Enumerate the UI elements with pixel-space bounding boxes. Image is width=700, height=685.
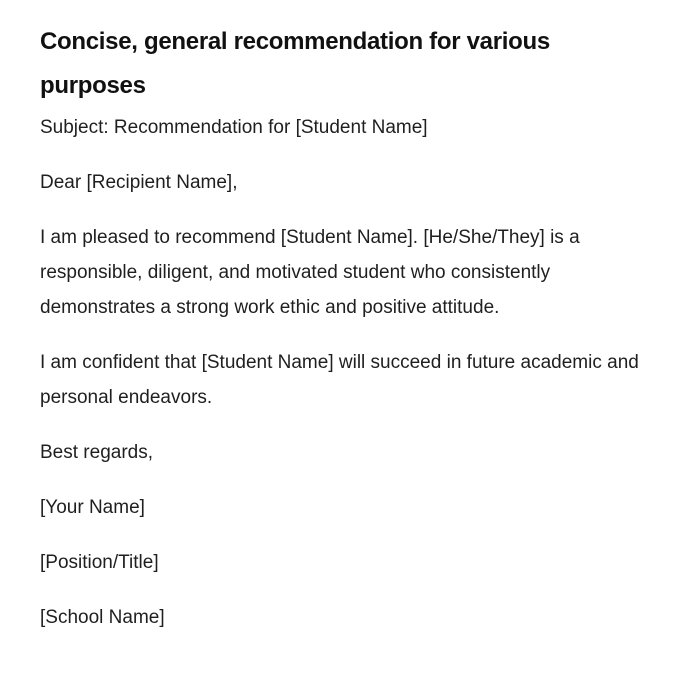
- page-title: Concise, general recommendation for various purposes: [40, 28, 550, 99]
- signature-name: [Your Name]: [40, 497, 145, 518]
- body-paragraph-2: I am confident that [Student Name] will succeed in future academic and personal endeavors.: [40, 352, 639, 408]
- closing: Best regards,: [40, 442, 153, 463]
- subject-line: Subject: Recommendation for [Student Name]: [40, 117, 428, 138]
- letter-document: [40, 0, 650, 635]
- body-paragraph-1: I am pleased to recommend [Student Name]. [He/She/They] is a responsible, diligent, and motivated student who consistently demonstrates a strong work ethic and positive attitude.: [40, 227, 580, 318]
- signature-school: [School Name]: [40, 607, 165, 628]
- signature-position: [Position/Title]: [40, 552, 159, 573]
- greeting: Dear [Recipient Name],: [40, 172, 238, 193]
